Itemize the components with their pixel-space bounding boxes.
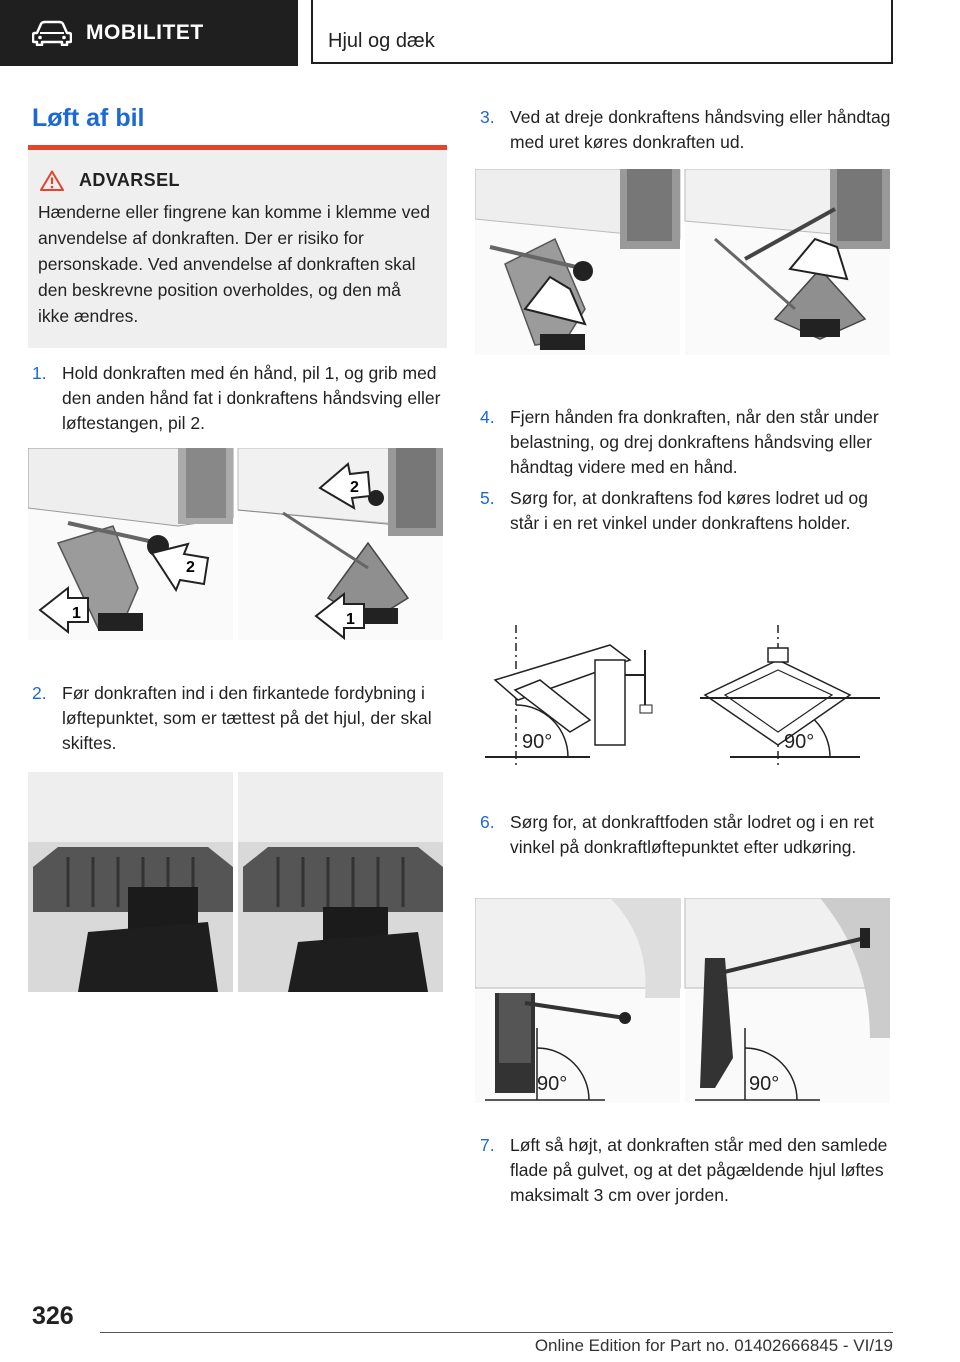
step-1 bbox=[32, 361, 450, 436]
figure-hold-jack bbox=[28, 448, 443, 640]
step-7 bbox=[480, 1133, 898, 1208]
step-text: Sørg for, at donkraftfoden står lodret og i en ret vinkel på donkraftløftepunktet efter udkøring. bbox=[510, 812, 874, 857]
figure-jack-upright bbox=[475, 898, 890, 1103]
footer-rule bbox=[100, 1332, 893, 1333]
arrow-label: 1 bbox=[346, 611, 355, 628]
footer-edition: Online Edition for Part no. 01402666845 - VI/19 bbox=[534, 1336, 893, 1355]
step-2 bbox=[32, 681, 450, 756]
step-number: 7. bbox=[480, 1135, 495, 1155]
warning-text: Hænderne eller fingrene kan komme i klemme ved anvendelse af donkraften. Der er risiko for personskade. Ved anvendelse af donkraften skal den beskrevne position overholdes, og den må ikke ændres. bbox=[38, 202, 430, 326]
step-text: Løft så højt, at donkraften står med den samlede flade på gulvet, og at det pågældende hjul løftes maksimalt 3 cm over jorden. bbox=[510, 1135, 888, 1205]
angle-label: 90° bbox=[749, 1073, 780, 1095]
step-4 bbox=[480, 405, 898, 480]
angle-label: 90° bbox=[537, 1073, 568, 1095]
step-number: 6. bbox=[480, 812, 495, 832]
figure-right-angle bbox=[480, 620, 890, 770]
step-text: Sørg for, at donkraftens fod køres lodret ud og står i en ret vinkel under donkraftens holder. bbox=[510, 488, 868, 533]
step-3 bbox=[480, 105, 898, 155]
step-number: 1. bbox=[32, 363, 47, 383]
chapter-label: Hjul og dæk bbox=[328, 30, 435, 52]
page-title: Løft af bil bbox=[32, 104, 145, 132]
figure-lift-point bbox=[28, 772, 443, 992]
warning-title: ADVARSEL bbox=[79, 170, 180, 190]
step-text: Fjern hånden fra donkraften, når den står under belastning, og drej donkraftens håndsving eller håndtag videre med en hånd. bbox=[510, 407, 879, 477]
section-label: MOBILITET bbox=[86, 21, 204, 44]
step-text: Før donkraften ind i den firkantede fordybning i løftepunktet, som er tættest på det hjul, der skal skiftes. bbox=[62, 683, 432, 753]
arrow-label: 2 bbox=[350, 479, 359, 496]
section-tab bbox=[0, 0, 298, 66]
page-number: 326 bbox=[32, 1302, 74, 1330]
arrow-label: 1 bbox=[72, 605, 81, 622]
step-number: 2. bbox=[32, 683, 47, 703]
step-number: 3. bbox=[480, 107, 495, 127]
step-text: Ved at dreje donkraftens håndsving eller håndtag med uret køres donkraften ud. bbox=[510, 107, 891, 152]
car-icon bbox=[32, 20, 72, 46]
chapter-tab bbox=[311, 0, 893, 64]
step-5 bbox=[480, 486, 898, 536]
warning-box bbox=[28, 150, 447, 348]
warning-triangle-icon bbox=[40, 170, 64, 191]
arrow-label: 2 bbox=[186, 559, 195, 576]
step-text: Hold donkraften med én hånd, pil 1, og grib med den anden hånd fat i donkraftens håndsving eller løftestangen, pil 2. bbox=[62, 363, 441, 433]
figure-turn-crank bbox=[475, 169, 890, 355]
angle-label: 90° bbox=[522, 731, 553, 753]
step-number: 5. bbox=[480, 488, 495, 508]
step-6 bbox=[480, 810, 898, 860]
angle-label: 90° bbox=[784, 731, 815, 753]
step-number: 4. bbox=[480, 407, 495, 427]
